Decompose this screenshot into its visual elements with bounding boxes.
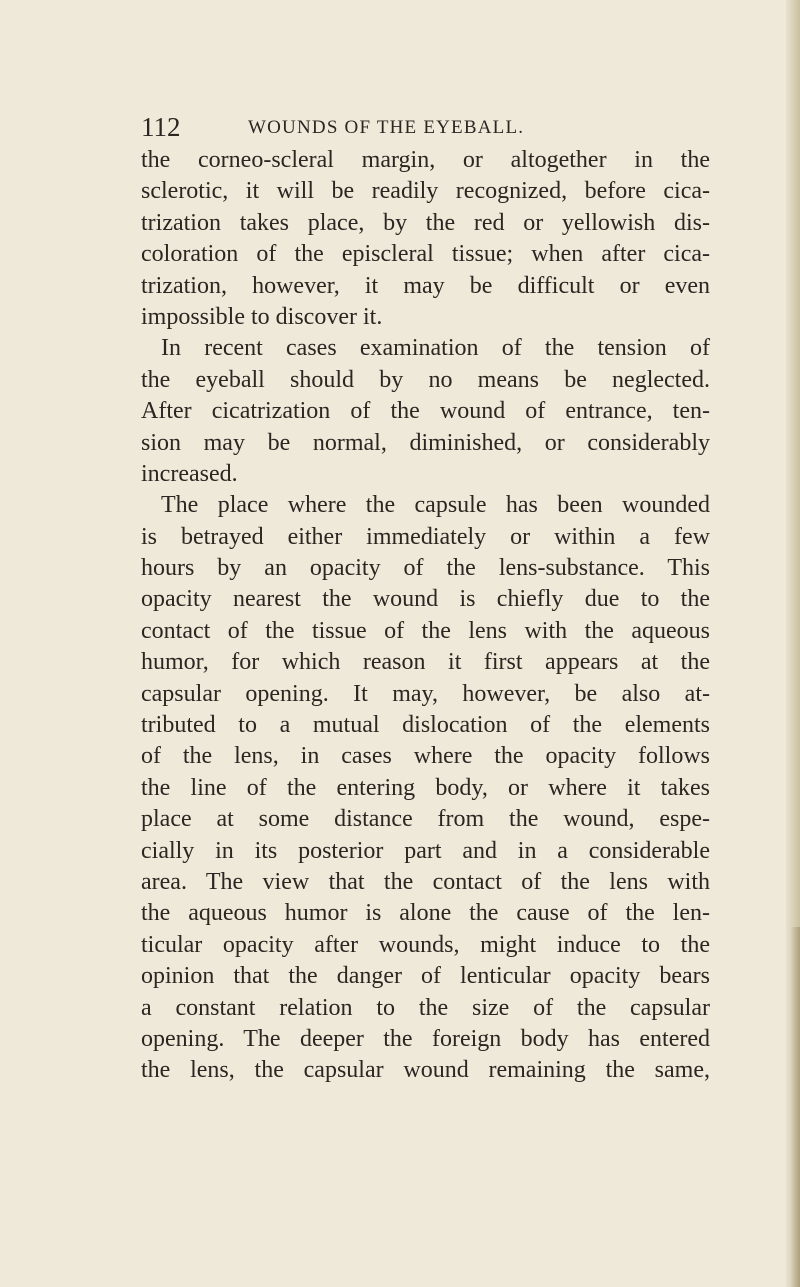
text-line: In recent cases examination of the tension of [161, 335, 710, 362]
text-line: capsular opening. It may, however, be also at- [141, 680, 710, 707]
text-line: is betrayed either immediately or within a few [141, 523, 710, 550]
text-line: hours by an opacity of the lens-substance. This [141, 555, 710, 582]
text-line: a constant relation to the size of the capsular [141, 994, 710, 1021]
text-line: the lens, the capsular wound remaining the same, [141, 1057, 710, 1084]
text-line: tributed to a mutual dislocation of the elements [141, 712, 710, 739]
text-line: the corneo-scleral margin, or altogether in the [141, 147, 710, 173]
text-line: opinion that the danger of lenticular opacity bears [141, 963, 710, 990]
text-line: the aqueous humor is alone the cause of the len- [141, 900, 710, 927]
text-line: coloration of the episcleral tissue; when after cica- [141, 241, 710, 268]
text-line: contact of the tissue of the lens with the aqueous [141, 617, 710, 644]
running-head [141, 112, 701, 142]
text-line: the eyeball should by no means be neglected. [141, 366, 710, 393]
text-line: After cicatrization of the wound of entrance, ten- [141, 398, 710, 425]
text-line: trization takes place, by the red or yellowish dis- [141, 209, 710, 236]
text-line: cially in its posterior part and in a considerable [141, 837, 710, 864]
text-line: of the lens, in cases where the opacity follows [141, 743, 710, 770]
text-line: the line of the entering body, or where it takes [141, 774, 710, 801]
page-number: 112 [141, 112, 181, 142]
text-line: trization, however, it may be difficult or even [141, 272, 710, 299]
text-line: impossible to discover it. [141, 303, 383, 330]
page-edge-stain [790, 927, 800, 1287]
text-line: humor, for which reason it first appears at the [141, 649, 710, 676]
text-line: opening. The deeper the foreign body has entered [141, 1025, 710, 1052]
text-line: place at some distance from the wound, espe- [141, 806, 710, 833]
text-line: sclerotic, it will be readily recognized, before cica- [141, 178, 710, 205]
text-line: area. The view that the contact of the lens with [141, 868, 710, 895]
text-line: sion may be normal, diminished, or considerably [141, 429, 710, 456]
body-text [141, 145, 710, 1087]
text-line: The place where the capsule has been wounded [161, 492, 710, 519]
running-title: WOUNDS OF THE EYEBALL. [248, 117, 525, 138]
text-line: opacity nearest the wound is chiefly due to the [141, 586, 710, 613]
text-line: increased. [141, 460, 238, 487]
text-line: ticular opacity after wounds, might induce to the [141, 931, 710, 958]
